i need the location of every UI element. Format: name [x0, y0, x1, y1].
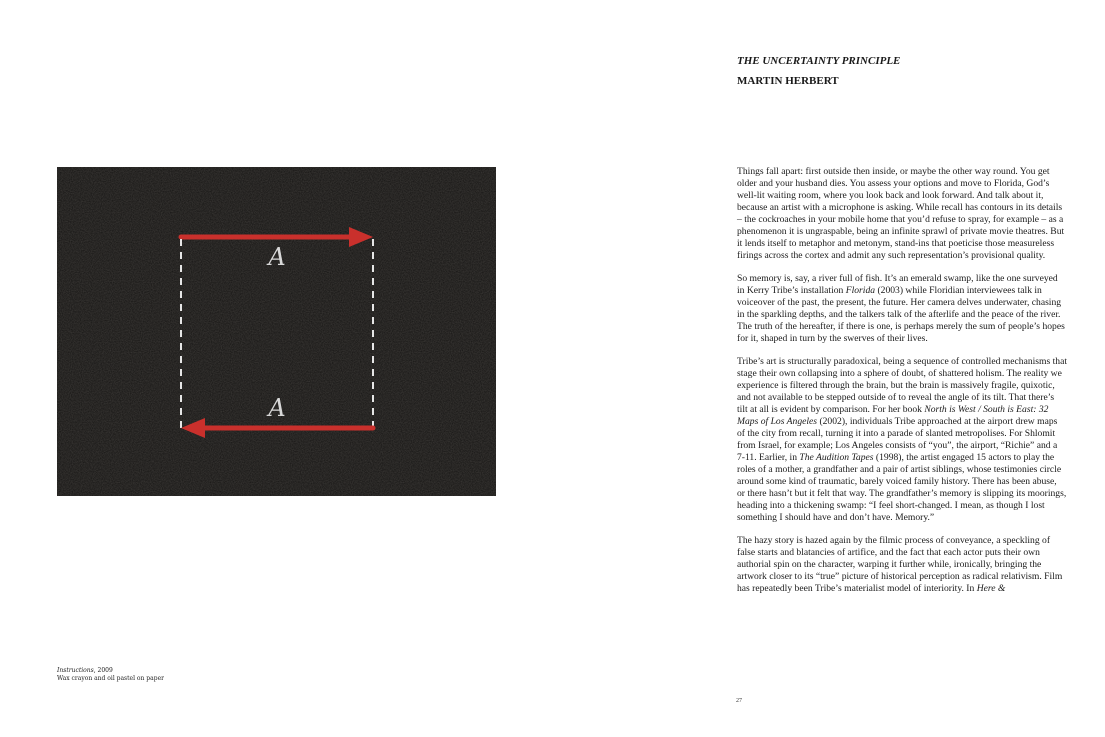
- paragraph-3-book-title: North is West / South is East: 32 Maps of Los Angeles: [737, 404, 1049, 427]
- paragraph-4-work-title: Here &: [976, 583, 1006, 594]
- paragraph-2: [737, 273, 1067, 345]
- artwork-drawing: [57, 167, 496, 496]
- artwork-image: [57, 167, 496, 496]
- paragraph-3-text-a: Tribe’s art is structurally paradoxical, being a sequence of controlled mechanisms that stage their own collapsing into a sphere of doubt, of shattered holism. The reality we experience is filtered through the brain, but the brain is massively fragile, quixotic, and not available to be stepped outside of to reveal the angle of its tilt. That there’s tilt at all is evident by comparison. For her book: [737, 356, 1068, 415]
- paragraph-4-text-a: The hazy story is hazed again by the filmic process of conveyance, a speckling of false starts and blatancies of artifice, and the fact that each actor puts their own authorial spin on the character, warping it further while, ironically, bringing the artwork closer to its “true” picture of historical perception as radical relativism. Film has repeatedly been Tribe’s materialist model of interiority. In: [737, 535, 1063, 594]
- essay-body: [737, 166, 1067, 606]
- caption-title-line: [57, 667, 164, 675]
- essay-header: [737, 54, 1067, 88]
- paragraph-2-text-b: (2003) while Floridian interviewees talk in voiceover of the past, the present, the future. Her camera delves underwater, chasing in the sparkling depths, and the talkers talk of the afterlife and the peace of the river. The truth of the hereafter, if there is one, is perhaps merely the sum of people’s hopes for it, shaped in turn by the swerves of their lives.: [737, 285, 1065, 344]
- caption-year: , 2009: [93, 667, 113, 674]
- essay-author: MARTIN HERBERT: [737, 75, 839, 87]
- letter-a-top: A: [268, 243, 286, 271]
- letter-a-bottom: A: [268, 394, 286, 422]
- caption-title: Instructions: [57, 667, 94, 674]
- paragraph-3-work-title: The Audition Tapes: [799, 452, 874, 463]
- artwork-texture: [57, 167, 496, 496]
- paragraph-1: Things fall apart: first outside then inside, or maybe the other way round. You get older and your husband dies. You assess your options and move to Florida, God’s well-lit waiting room, where you look back and look forward. And talk about it, because an artist with a microphone is asking. While recall has contours in its details – the cockroaches in your mobile home that you’d refuse to spray, for example – as a phenomenon it is ungraspable, being an infinite sprawl of private movie theatres. But it lends itself to metaphor and metonym, stand-ins that poeticise those measureless firings across the cortex and admit any such representation’s provisional quality.: [737, 166, 1065, 261]
- caption-medium: Wax crayon and oil pastel on paper: [57, 674, 164, 682]
- paragraph-3-text-c: (1998), the artist engaged 15 actors to play the roles of a mother, a grandfather and a pair of artist siblings, whose testimonies circle around some kind of traumatic, barely voiced family history. There has been abuse, or there hasn’t but it felt that way. The grandfather’s memory is slipping its moorings, heading into a thickening swamp: “I feel short-changed. I mean, as though I lost something I should have and don’t have. Memory.”: [737, 452, 1067, 523]
- page-number: 27: [736, 698, 742, 704]
- paragraph-3: [737, 356, 1067, 524]
- paragraph-2-work-title: Florida: [845, 285, 876, 296]
- paragraph-3-text-b: (2002), individuals Tribe approached at the airport drew maps of the city from recall, turning it into a parade of slanted metropolises. For Shlomit from Israel, for example; Los Angeles consists of “you”, the airport, “Richie” and a 7-11. Earlier, in: [737, 416, 1058, 463]
- essay-title: THE UNCERTAINTY PRINCIPLE: [737, 55, 901, 67]
- paragraph-2-text-a: So memory is, say, a river full of fish. It’s an emerald swamp, like the one surveyed in Kerry Tribe’s installation: [737, 273, 1058, 296]
- artwork-caption: [57, 667, 164, 682]
- paragraph-4: [737, 535, 1067, 595]
